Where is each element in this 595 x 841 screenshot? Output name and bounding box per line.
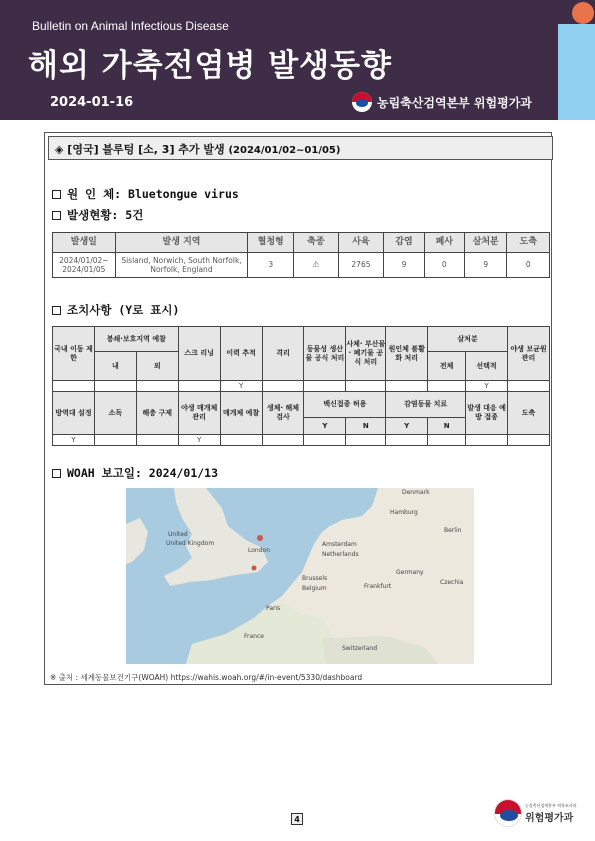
org-name: 농림축산검역본부 위험평가과 <box>377 95 532 110</box>
measure-value: Y <box>466 381 508 392</box>
measure-header: 살처분 <box>428 327 508 352</box>
col-header: 도축 <box>507 233 550 253</box>
measure-subheader: 전체 <box>428 352 466 381</box>
measure-value <box>386 435 428 446</box>
measure-value: Y <box>53 435 95 446</box>
footer-org-small: 농림축산검역본부 역학조사과 <box>525 802 577 808</box>
measure-header: 원인체 불활화 처리 <box>386 327 428 381</box>
measures-title: 조치사항 (Y로 표시) <box>67 303 180 317</box>
checkbox-square-icon <box>52 469 61 478</box>
measure-value <box>346 381 386 392</box>
ireland-land <box>126 518 148 564</box>
measure-value <box>346 435 386 446</box>
bulletin-subtitle: Bulletin on Animal Infectious Disease <box>32 19 229 33</box>
outbreak-map[interactable] <box>126 488 474 664</box>
measure-header: 야생 매개체 관리 <box>178 392 220 435</box>
measure-header: 감염동물 치료 <box>386 392 466 418</box>
orange-circle-decoration <box>572 2 594 24</box>
measure-header: 사체· 부산물· 폐기물 공식 처리 <box>346 327 386 381</box>
footer-org-label: 위험평가과 <box>525 812 574 824</box>
col-header: 발생일 <box>53 233 116 253</box>
map-label-frankfurt: Frankfurt <box>364 583 392 590</box>
map-label-denmark: Denmark <box>402 489 430 496</box>
issue-date: 2024-01-16 <box>50 95 134 110</box>
measure-header: 봉쇄·보호지역 예찰 <box>94 327 178 352</box>
map-label-brussels: Brussels <box>302 575 328 582</box>
map-label-netherlands: Netherlands <box>322 551 359 558</box>
table-cell: 9 <box>464 253 506 278</box>
measure-header: 백신접종 허용 <box>304 392 386 418</box>
map-label-belgium: Belgium <box>302 585 327 592</box>
measure-header: 도축 <box>507 392 549 435</box>
measure-value <box>386 381 428 392</box>
map-label-uk-1: United <box>168 531 188 538</box>
measure-value <box>220 435 262 446</box>
measure-header: 매개체 예찰 <box>220 392 262 435</box>
source-note: ※ 출처 : 세계동물보건기구(WOAH) https://wahis.woah.org/#/in-event/5330/dashboard <box>50 673 363 682</box>
measure-subheader: 내 <box>94 352 136 381</box>
map-label-paris: Paris <box>266 605 281 612</box>
topic-label: ◈ [영국] 블루텅 [소, 3] 추가 발생 <box>55 143 225 156</box>
taeguk-logo-icon <box>352 92 372 112</box>
col-header: 발생 지역 <box>115 233 248 253</box>
checkbox-square-icon <box>52 211 61 220</box>
table-cell: 소 <box>294 253 339 278</box>
cause-text: 원 인 체: Bluetongue virus <box>67 187 239 201</box>
measure-value: Y <box>220 381 262 392</box>
taeguk-logo-icon <box>494 799 522 827</box>
map-label-germany: Germany <box>396 569 424 576</box>
measure-subheader: N <box>428 418 466 435</box>
measure-header: 소독 <box>94 392 136 435</box>
checkbox-square-icon <box>52 306 61 315</box>
measure-header: 스크 리닝 <box>178 327 220 381</box>
table-cell: Sisland, Norwich, South Norfolk, Norfolk, England <box>115 253 248 278</box>
table-cell: 0 <box>424 253 464 278</box>
table-cell: 9 <box>384 253 424 278</box>
map-label-amsterdam: Amsterdam <box>322 541 357 548</box>
table-cell: 0 <box>507 253 550 278</box>
measure-value <box>94 381 136 392</box>
measure-subheader: N <box>346 418 386 435</box>
table-cell: 2024/01/02~ 2024/01/05 <box>53 253 116 278</box>
measure-value <box>428 381 466 392</box>
measure-value <box>507 435 549 446</box>
checkbox-square-icon <box>52 190 61 199</box>
measure-header: 방역대 설정 <box>53 392 95 435</box>
map-label-uk-2: United Kingdom <box>166 540 215 547</box>
table-cell: 2765 <box>338 253 384 278</box>
measure-header: 야생 보균원 관리 <box>507 327 549 381</box>
col-header: 축종 <box>294 233 339 253</box>
measure-subheader: Y <box>304 418 346 435</box>
measure-subheader: 외 <box>136 352 178 381</box>
measure-value <box>178 381 220 392</box>
measures-line <box>52 302 179 318</box>
woah-line <box>52 465 218 481</box>
page-number: 4 <box>291 813 303 825</box>
measure-value <box>136 381 178 392</box>
topic-date: (2024/01/02~01/05) <box>228 145 341 156</box>
measure-subheader: Y <box>386 418 428 435</box>
col-header: 사육 <box>338 233 384 253</box>
measure-header: 격리 <box>262 327 304 381</box>
col-header: 살처분 <box>464 233 506 253</box>
col-header: 감염 <box>384 233 424 253</box>
map-label-switzerland: Switzerland <box>342 645 377 652</box>
page-title: 해외 가축전염병 발생동향 <box>28 48 392 84</box>
measure-subheader: 선택적 <box>466 352 508 381</box>
map-label-france: France <box>244 633 264 640</box>
measure-header: 생체· 해체 검사 <box>262 392 304 435</box>
footer-logo <box>494 799 577 827</box>
map-label-czechia: Czechia <box>440 579 464 586</box>
measure-value <box>53 381 95 392</box>
map-label-london: London <box>248 547 270 554</box>
outbreak-marker-icon[interactable] <box>252 566 257 571</box>
measure-value <box>466 435 508 446</box>
measure-header: 이력 추적 <box>220 327 262 381</box>
measure-header: 발생 대응 예방 접종 <box>466 392 508 435</box>
measure-value: Y <box>178 435 220 446</box>
measure-value <box>262 381 304 392</box>
map-label-hamburg: Hamburg <box>390 509 418 516</box>
measure-value <box>507 381 549 392</box>
measure-value <box>304 381 346 392</box>
occurrence-table <box>52 232 550 278</box>
cause-line <box>52 186 239 202</box>
table-cell: 3 <box>248 253 294 278</box>
status-line <box>52 207 143 223</box>
measure-value <box>428 435 466 446</box>
col-header: 폐사 <box>424 233 464 253</box>
measure-value <box>304 435 346 446</box>
status-text: 발생현황: 5건 <box>67 208 144 222</box>
measure-value <box>94 435 136 446</box>
woah-date: WOAH 보고일: 2024/01/13 <box>67 466 219 480</box>
outbreak-marker-icon[interactable] <box>257 535 263 541</box>
map-label-berlin: Berlin <box>444 527 462 534</box>
topic-heading <box>48 136 553 160</box>
measure-header: 동물성 생산물 공식 처리 <box>304 327 346 381</box>
header-banner <box>0 0 558 120</box>
col-header: 혈청형 <box>248 233 294 253</box>
measure-value <box>136 435 178 446</box>
measure-header: 국내 이동 제한 <box>53 327 95 381</box>
measures-table <box>52 326 550 446</box>
map-svg <box>126 488 474 664</box>
measure-header: 해충 구제 <box>136 392 178 435</box>
org-block <box>352 92 532 112</box>
measure-value <box>262 435 304 446</box>
